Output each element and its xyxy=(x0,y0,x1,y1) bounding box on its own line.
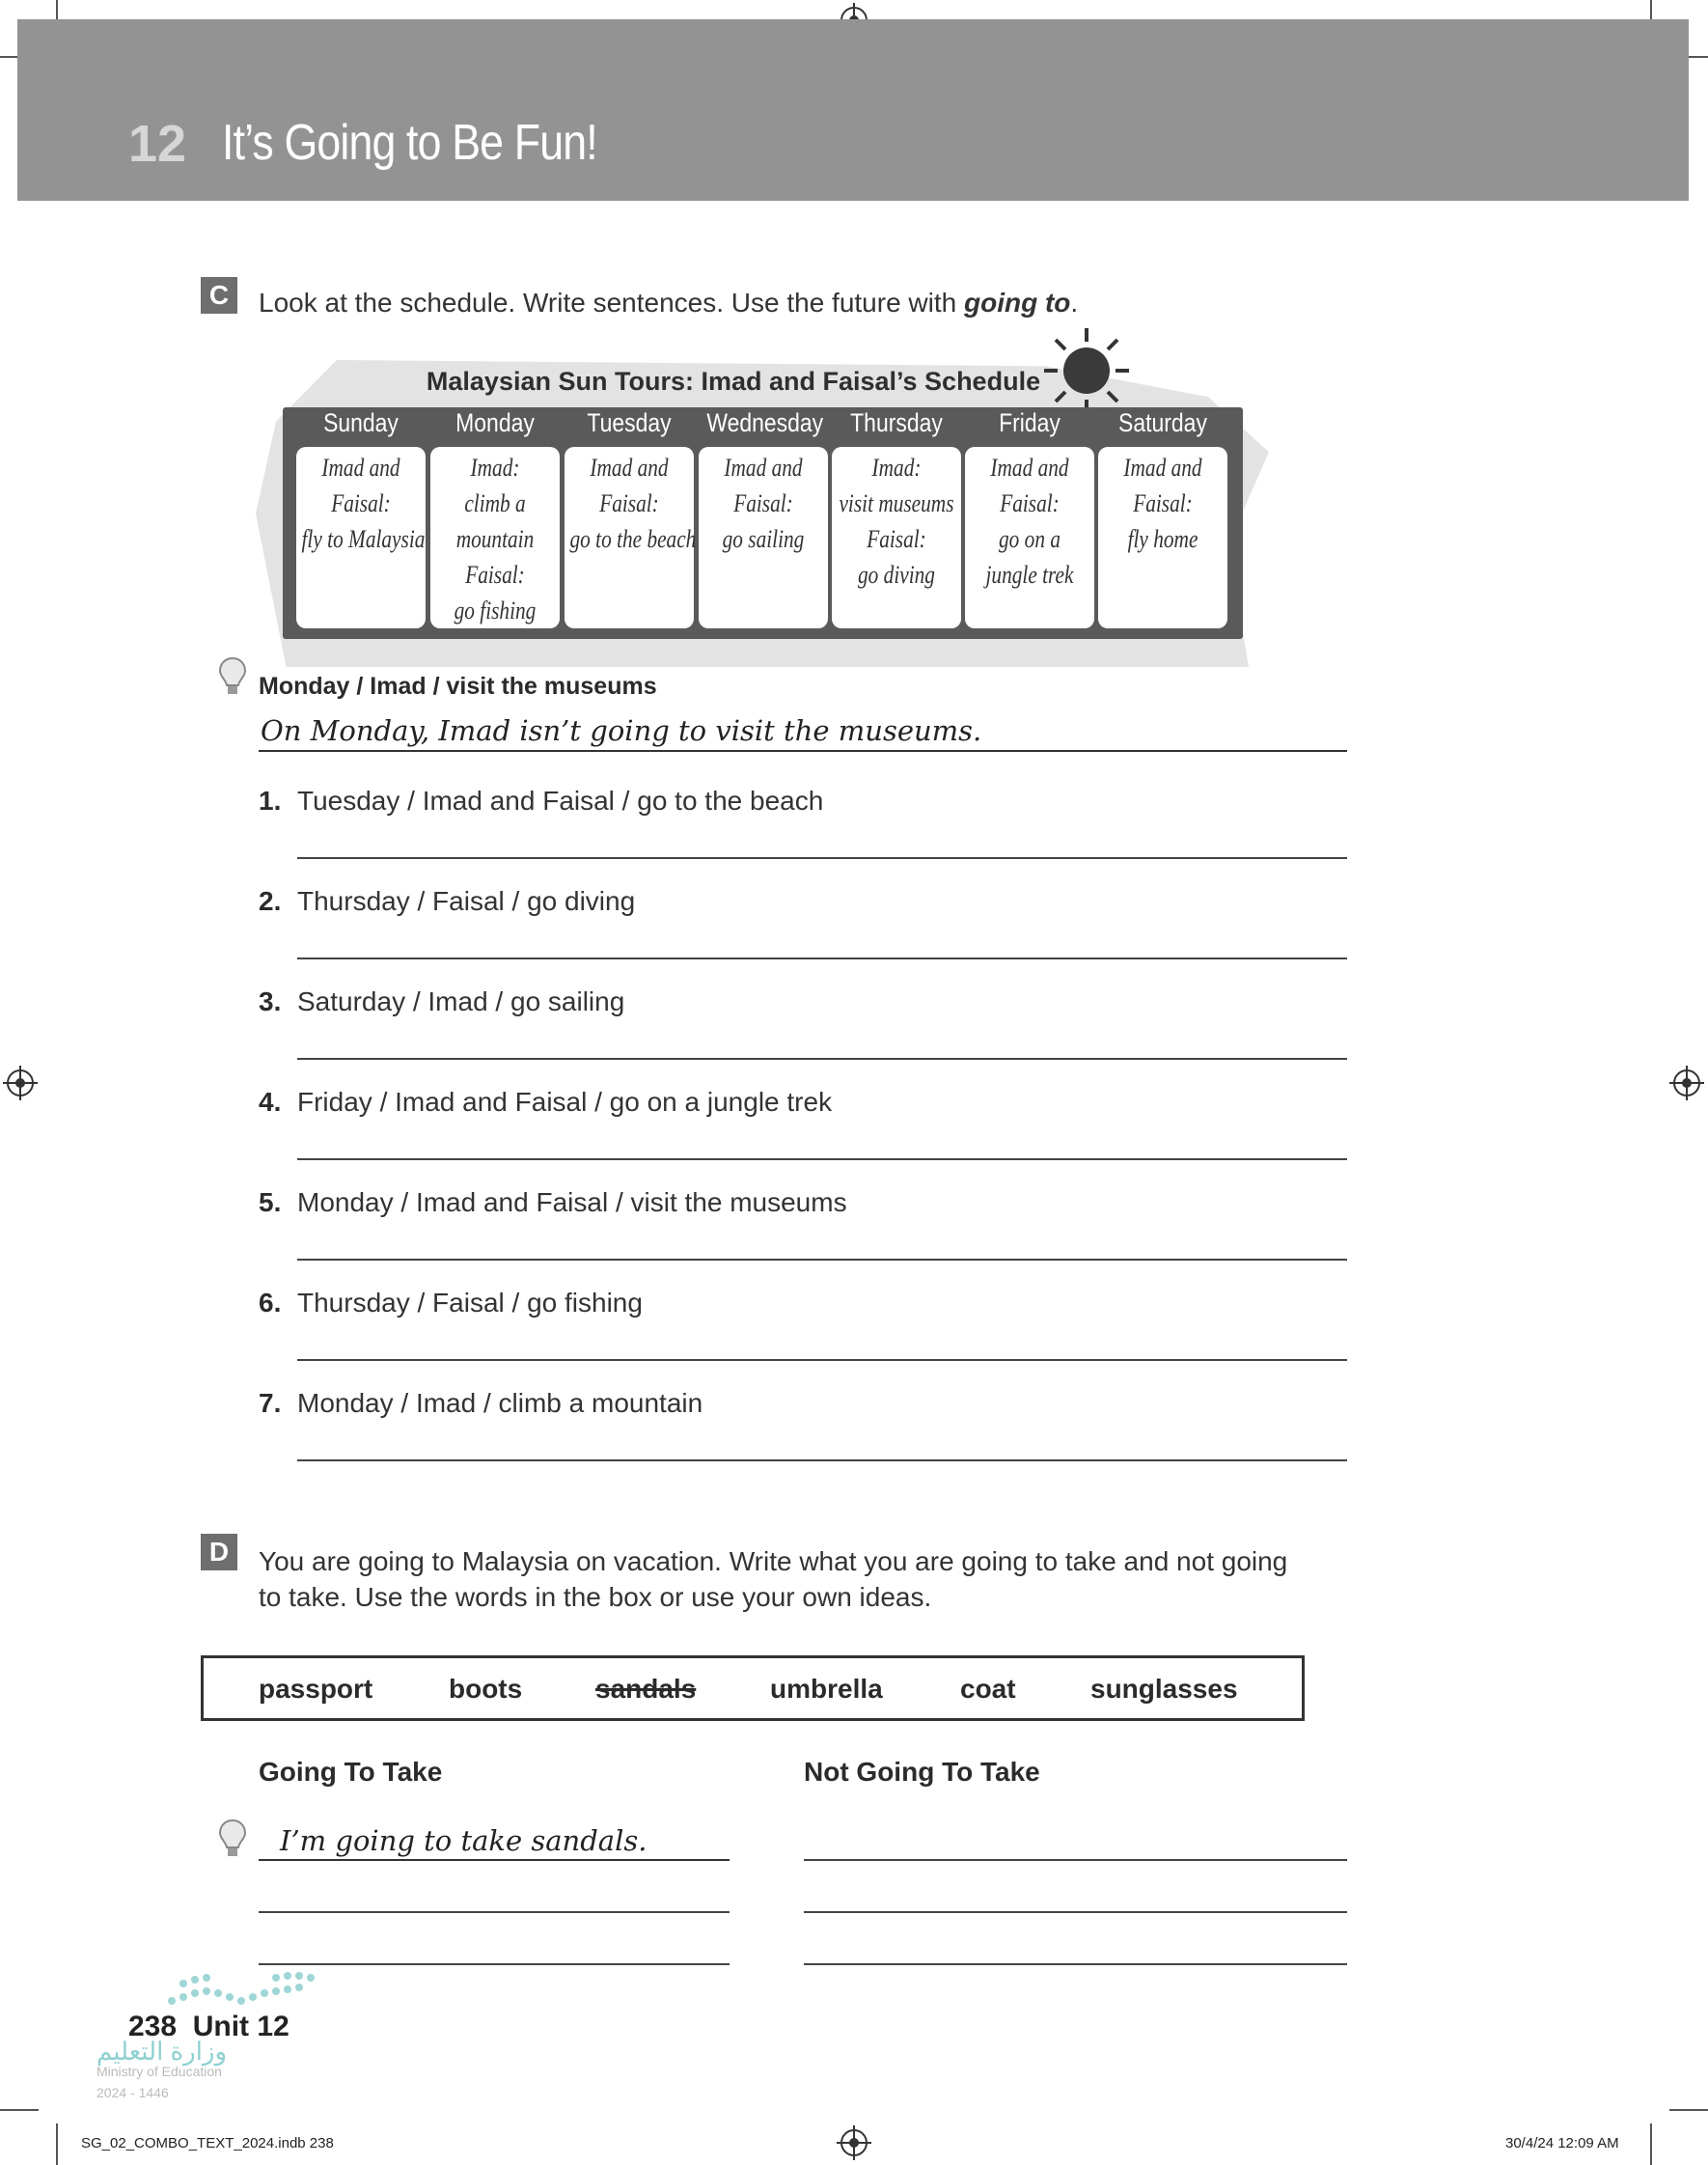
day-header: Saturday xyxy=(1118,408,1207,437)
answer-line[interactable] xyxy=(804,1963,1347,1965)
item-prompt: Thursday / Faisal / go diving xyxy=(297,886,636,916)
print-slug-file: SG_02_COMBO_TEXT_2024.indb 238 xyxy=(81,2135,334,2151)
print-slug-date: 30/4/24 12:09 AM xyxy=(1505,2135,1619,2151)
item-number: 4. xyxy=(259,1087,282,1117)
item-number: 7. xyxy=(259,1388,282,1418)
answer-line[interactable] xyxy=(297,1058,1347,1060)
day-header: Sunday xyxy=(323,408,399,437)
example-going-answer: I’m going to take sandals. xyxy=(280,1824,647,1857)
word-box-item: boots xyxy=(449,1674,523,1704)
answer-line[interactable] xyxy=(259,1911,730,1913)
answer-line[interactable] xyxy=(297,1259,1347,1261)
section-d-instruction-line1: You are going to Malaysia on vacation. Write what you are going to take and not going xyxy=(259,1546,1288,1576)
ministry-name-arabic: وزارة التعليم xyxy=(96,2037,228,2066)
answer-line[interactable] xyxy=(804,1859,1347,1861)
lightbulb-icon xyxy=(218,1818,247,1859)
word-box-item: umbrella xyxy=(770,1674,883,1704)
item-number: 1. xyxy=(259,786,282,816)
item-prompt: Monday / Imad and Faisal / visit the museums xyxy=(297,1187,847,1217)
schedule-cell-text: Imad and Faisal: go to the beach xyxy=(569,454,697,553)
unit-header-band xyxy=(17,19,1689,201)
item-number: 3. xyxy=(259,986,282,1016)
schedule-cell-text: Imad: visit museums Faisal: go diving xyxy=(839,454,954,589)
lightbulb-icon xyxy=(218,656,247,697)
answer-line[interactable] xyxy=(297,1158,1347,1160)
item-prompt: Saturday / Imad / go sailing xyxy=(297,986,625,1016)
answer-line[interactable] xyxy=(297,1459,1347,1461)
item-number: 6. xyxy=(259,1288,282,1318)
day-header: Tuesday xyxy=(587,408,672,437)
answer-line[interactable] xyxy=(259,1963,730,1965)
ministry-name-english: Ministry of Education xyxy=(96,2064,222,2079)
item-number: 2. xyxy=(259,886,282,916)
page-number: 238 Unit 12 xyxy=(128,2011,289,2042)
answer-line[interactable] xyxy=(297,1359,1347,1361)
registration-mark-icon xyxy=(1673,1069,1700,1096)
answer-line xyxy=(259,1859,730,1861)
unit-title: It’s Going to Be Fun! xyxy=(222,115,597,171)
word-box-item-struck: sandals xyxy=(595,1674,697,1704)
section-d-instruction-line2: to take. Use the words in the box or use your own ideas. xyxy=(259,1582,932,1612)
schedule-title: Malaysian Sun Tours: Imad and Faisal’s Schedule xyxy=(426,367,1041,396)
word-box-item: coat xyxy=(960,1674,1016,1704)
item-prompt: Friday / Imad and Faisal / go on a jungle trek xyxy=(297,1087,833,1117)
ministry-logo-dots xyxy=(164,1972,318,2011)
ministry-year: 2024 - 1446 xyxy=(96,2085,169,2100)
answer-line xyxy=(259,750,1347,752)
crop-mark xyxy=(56,2123,58,2165)
schedule-cell-text: Imad and Faisal: fly to Malaysia xyxy=(301,454,426,553)
section-c-badge: C xyxy=(201,277,237,314)
registration-mark-icon xyxy=(840,2129,868,2156)
unit-number: 12 xyxy=(128,115,187,173)
crop-mark xyxy=(1669,2109,1708,2111)
item-prompt: Tuesday / Imad and Faisal / go to the beach xyxy=(297,786,824,816)
item-prompt: Monday / Imad / climb a mountain xyxy=(297,1388,703,1418)
registration-mark-icon xyxy=(7,1069,34,1096)
day-header: Friday xyxy=(999,408,1061,437)
item-prompt: Thursday / Faisal / go fishing xyxy=(297,1288,643,1318)
answer-line[interactable] xyxy=(804,1911,1347,1913)
section-d-badge: D xyxy=(201,1534,237,1570)
word-box-item: sunglasses xyxy=(1090,1674,1238,1704)
section-c-instruction: Look at the schedule. Write sentences. Use the future with going to. xyxy=(259,288,1079,318)
schedule-cell-text: Imad and Faisal: go on a jungle trek xyxy=(985,454,1074,589)
crop-mark xyxy=(0,2109,39,2111)
answer-line[interactable] xyxy=(297,857,1347,859)
schedule-cell-text: Imad and Faisal: fly home xyxy=(1123,454,1202,553)
example-answer: On Monday, Imad isn’t going to visit the museums. xyxy=(261,714,982,747)
schedule-cell-text: Imad: climb a mountain Faisal: go fishing xyxy=(454,454,537,625)
not-going-to-take-heading: Not Going To Take xyxy=(804,1757,1040,1787)
day-header: Thursday xyxy=(850,408,943,437)
item-number: 5. xyxy=(259,1187,282,1217)
day-header: Wednesday xyxy=(706,408,824,437)
answer-line[interactable] xyxy=(297,958,1347,959)
day-header: Monday xyxy=(455,408,535,437)
schedule-cell-text: Imad and Faisal: go sailing xyxy=(722,454,805,553)
example-prompt: Monday / Imad / visit the museums xyxy=(259,673,657,700)
going-to-take-heading: Going To Take xyxy=(259,1757,443,1787)
crop-mark xyxy=(1650,2123,1652,2165)
word-box-item: passport xyxy=(259,1674,373,1704)
